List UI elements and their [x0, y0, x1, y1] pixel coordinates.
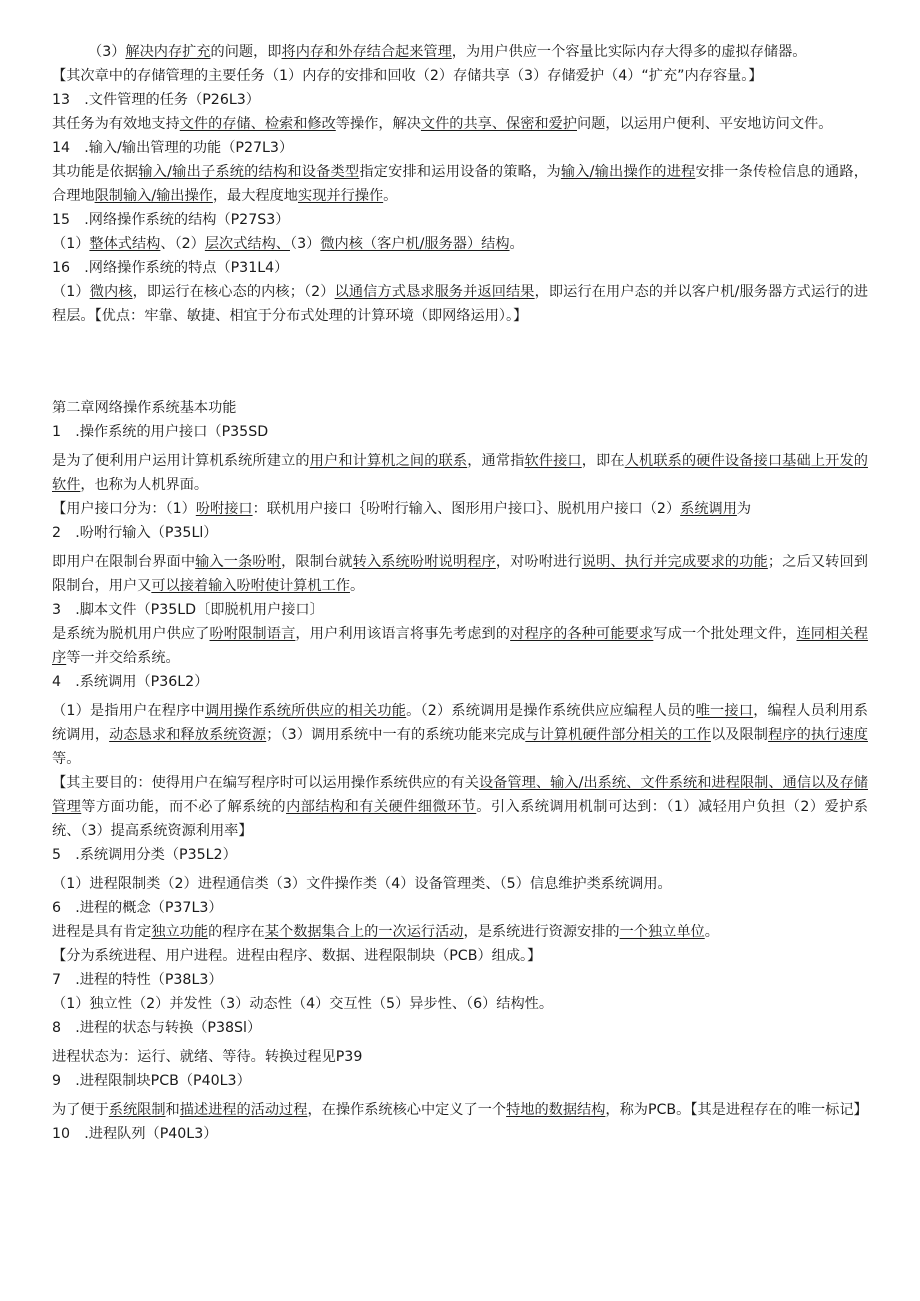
underlined-text: 吩咐接口: [195, 501, 253, 517]
underlined-text: 对程序的各种可能要求: [510, 626, 654, 642]
text-run: ；之后又转回到限制台，用户又: [52, 554, 868, 594]
text-run: 2 .吩咐行输入（P35Ll）: [52, 525, 218, 541]
text-run: 【分为系统进程、用户进程。进程由程序、数据、进程限制块（PCB）组成。】: [52, 948, 542, 964]
text-run: （1）是指用户在程序中: [52, 703, 205, 719]
text-run: 9 .进程限制块PCB（P40L3）: [52, 1073, 251, 1089]
text-run: 【用户接口分为：（1）: [52, 501, 196, 517]
underlined-text: 描述进程的活动过程: [179, 1102, 308, 1118]
text-run: 安排一条传检信息的通路，合理地: [52, 164, 868, 204]
underlined-text: 唯一接口: [695, 703, 754, 719]
text-run: ，即在: [581, 453, 625, 469]
text-run: 的问题，即: [210, 44, 282, 60]
text-run: ，限制台就: [281, 554, 353, 570]
text-run: 10 .进程队列（P40L3）: [52, 1126, 218, 1142]
underlined-text: 说明、执行并完成要求的功能: [581, 554, 768, 570]
text-run: ：联机用户接口｛吩咐行输入、图形用户接口｝、脱机用户接口（2）: [252, 501, 681, 517]
underlined-text: 用户和计算机之间的联系: [309, 453, 468, 469]
text-run: ，称为PCB。【其是进程存在的唯一标记】: [605, 1102, 868, 1118]
text-run: 14 .输入/输出管理的功能（P27L3）: [52, 140, 294, 156]
underlined-text: 系统调用: [680, 501, 737, 517]
paragraph: [52, 40, 868, 64]
text-run: （1）: [52, 236, 90, 252]
underlined-text: 层次式结构、: [204, 236, 290, 252]
underlined-text: 某个数据集合上的一次运行活动: [264, 924, 464, 940]
text-run: ，为用户供应一个容量比实际内存大得多的虚拟存储器。: [451, 44, 807, 60]
text-run: 的程序在: [208, 924, 265, 940]
paragraph: [52, 1045, 868, 1069]
underlined-text: 整体式结构: [89, 236, 161, 252]
underlined-text: 程序的执行速度: [768, 727, 868, 743]
text-run: 是系统为脱机用户供应了: [52, 626, 210, 642]
text-run: ，在操作系统核心中定义了一个: [307, 1102, 507, 1118]
item-heading: [52, 968, 868, 992]
underlined-text: 动态恳求和释放系统资源: [109, 727, 267, 743]
paragraph: [52, 232, 868, 256]
underlined-text: 调用操作系统所供应的相关功能: [204, 703, 407, 719]
text-run: （3）: [290, 236, 321, 252]
underlined-text: 转入系统吩咐说明程序: [352, 554, 496, 570]
underlined-text: 可以接着输入吩咐使计算机工作: [151, 578, 350, 594]
text-run: 16 .网络操作系统的特点（P31L4）: [52, 260, 289, 276]
text-run: 其功能是依据: [52, 164, 139, 180]
underlined-text: 实现并行操作: [298, 188, 384, 204]
underlined-text: 系统限制: [108, 1102, 166, 1118]
underlined-text: 特地的数据结构: [506, 1102, 606, 1118]
paragraph: [52, 872, 868, 896]
underlined-text: 输入/输出操作的进程: [560, 164, 696, 180]
paragraph: [52, 771, 868, 843]
underlined-text: 人机联系的硬件设备接口基础上开发的软件: [52, 453, 868, 493]
item-heading: [52, 420, 868, 444]
underlined-text: 输入一条吩咐: [195, 554, 282, 570]
text-run: ，是系统进行资源安排的: [463, 924, 620, 940]
text-run: 写成一个批处理文件，: [653, 626, 797, 642]
section-spacer: [52, 328, 868, 396]
paragraph: [52, 622, 868, 670]
item-heading: [52, 896, 868, 920]
text-run: ，即运行在核心态的内核；（2）: [132, 284, 335, 300]
underlined-text: 输入/输出子系统的结构和设备类型: [138, 164, 360, 180]
paragraph: [52, 699, 868, 771]
item-heading: [52, 1016, 868, 1040]
item-heading: [52, 1069, 868, 1093]
text-run: ；（3）调用系统中一有的系统功能来完成: [266, 727, 526, 743]
text-run: 即用户在限制台界面中: [52, 554, 196, 570]
text-run: 【其主要目的：使得用户在编写程序时可以运用操作系统供应的有关: [52, 775, 479, 791]
item-heading: [52, 598, 868, 622]
text-run: 7 .进程的特性（P38L3）: [52, 972, 223, 988]
text-run: ，也称为人机界面。: [80, 477, 209, 493]
text-run: 进程状态为：运行、就绪、等待。转换过程见P39: [52, 1049, 363, 1065]
text-run: 【其次章中的存储管理的主要任务（1）内存的安排和回收（2）存储共享（3）存储爱护（4）“扩充”内存容量。】: [52, 68, 763, 84]
paragraph: [52, 1098, 868, 1122]
text-run: 4 .系统调用（P36L2）: [52, 674, 209, 690]
item-heading: [52, 136, 868, 160]
underlined-text: 将内存和外存结合起来管理: [281, 44, 452, 60]
item-heading: [52, 843, 868, 867]
text-run: 等。: [52, 751, 81, 767]
text-run: 5 .系统调用分类（P35L2）: [52, 847, 237, 863]
text-run: 为: [736, 501, 752, 517]
item-heading: [52, 256, 868, 280]
underlined-text: 以通信方式恳求服务并返回结果: [334, 284, 535, 300]
underlined-text: 软件接口: [524, 453, 582, 469]
paragraph: [52, 920, 868, 944]
underlined-text: 吩咐限制语言: [209, 626, 296, 642]
text-run: 。: [383, 188, 398, 204]
text-run: （1）进程限制类（2）进程通信类（3）文件操作类（4）设备管理类、（5）信息维护类系统调用。: [52, 876, 672, 892]
paragraph: [52, 497, 868, 521]
text-run: 1 .操作系统的用户接口（P35SD: [52, 424, 269, 440]
item-heading: [52, 88, 868, 112]
underlined-text: 微内核（客户机/服务器）结构: [320, 236, 510, 252]
text-run: 。（2）系统调用是操作系统供应应编程人员的: [406, 703, 696, 719]
paragraph: [52, 449, 868, 497]
paragraph: [52, 64, 868, 88]
paragraph: [52, 280, 868, 328]
paragraph: [52, 550, 868, 598]
underlined-text: 独立功能: [151, 924, 209, 940]
text-run: 为了便于: [52, 1102, 109, 1118]
text-run: 8 .进程的状态与转换（P38Sl）: [52, 1020, 262, 1036]
text-run: ，最大程度地: [212, 188, 298, 204]
item-heading: [52, 1122, 868, 1146]
text-run: ，编程人员利用系统调用，: [52, 703, 868, 743]
text-run: 等方面功能，而不必了解系统的: [81, 799, 287, 815]
underlined-text: 内部结构和有关硬件细微环节: [286, 799, 477, 815]
text-run: 以及限制: [710, 727, 769, 743]
underlined-text: 连同相关程序: [52, 626, 868, 666]
underlined-text: 微内核: [89, 284, 133, 300]
text-run: ，对吩咐进行: [495, 554, 582, 570]
text-run: 和: [165, 1102, 180, 1118]
paragraph: [52, 944, 868, 968]
text-run: 问题，以运用户便利、平安地访问文件。: [577, 116, 833, 132]
text-run: 指定安排和运用设备的策略，为: [359, 164, 561, 180]
underlined-text: 限制输入/输出操作: [94, 188, 213, 204]
text-run: ，用户利用该语言将事先考虑到的: [295, 626, 511, 642]
item-heading: [52, 670, 868, 694]
text-run: 等一并交给系统。: [66, 650, 180, 666]
text-run: 等操作，解决: [335, 116, 421, 132]
text-run: 6 .进程的概念（P37L3）: [52, 900, 223, 916]
text-run: （1）: [52, 284, 90, 300]
text-run: 其任务为有效地支持: [52, 116, 180, 132]
underlined-text: 一个独立单位: [619, 924, 705, 940]
underlined-text: 与计算机硬件部分相关的工作: [525, 727, 711, 743]
text-run: 。: [349, 578, 365, 594]
text-run: （1）独立性（2）并发性（3）动态性（4）交互性（5）异步性、（6）结构性。: [52, 996, 554, 1012]
underlined-text: 文件的存储、检索和修改: [179, 116, 336, 132]
paragraph: [52, 112, 868, 136]
text-run: 。: [509, 236, 524, 252]
underlined-text: 文件的共享、保密和爱护: [420, 116, 577, 132]
text-run: 15 .网络操作系统的结构（P27S3）: [52, 212, 290, 228]
paragraph: [52, 160, 868, 208]
text-run: 、（2）: [160, 236, 205, 252]
item-heading: [52, 521, 868, 545]
text-run: 第二章网络操作系统基本功能: [52, 400, 237, 416]
item-heading: [52, 396, 868, 420]
text-run: ，通常指: [467, 453, 525, 469]
text-run: ，即运行在用户态的并以客户机/服务器方式运行的进程层。【优点：牢靠、敏捷、相宜于分布式处理的计算环境（即网络运用）。】: [52, 284, 868, 324]
text-run: 13 .文件管理的任务（P26L3）: [52, 92, 260, 108]
text-run: （3）: [88, 44, 126, 60]
item-heading: [52, 208, 868, 232]
underlined-text: 设备管理、输入/出系统、文件系统和进程限制、通信以及存储管理: [52, 775, 868, 815]
text-run: 是为了便利用户运用计算机系统所建立的: [52, 453, 310, 469]
text-run: 。引入系统调用机制可达到：（1）减轻用户负担（2）爱护系统、（3）提高系统资源利用率】: [52, 799, 868, 839]
text-run: 3 .脚本文件（P35LD〔即脱机用户接口〕: [52, 602, 324, 618]
text-run: 进程是具有肯定: [52, 924, 152, 940]
paragraph: [52, 992, 868, 1016]
underlined-text: 解决内存扩充: [125, 44, 211, 60]
text-run: 。: [704, 924, 719, 940]
